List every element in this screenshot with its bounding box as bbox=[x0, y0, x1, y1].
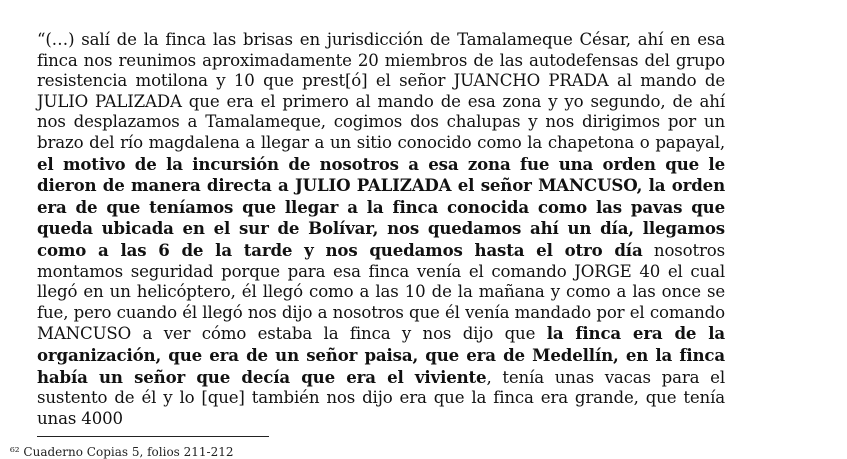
quote-segment-5: , tenía unas vacas para el sustento de él y lo [que] también nos dijo era que la finca era grande, que tenía unas 4000 bbox=[37, 367, 725, 428]
footnote: ⁶² Cuaderno Copias 5, folios 211-212 bbox=[10, 445, 234, 459]
quote-segment-4-bold: la finca era de la organización, que era de un señor paisa, que era de Medellín, en la finca había un señor que decía que era el viviente bbox=[37, 323, 725, 387]
quote-segment-1: “(…) salí de la finca las brisas en jurisdicción de Tamalameque César, ahí en esa finca nos reunimos aproximadamente 20 miembros de las autodefensas del grupo resistencia motilona y 10 que prest[ó] el señor JUANCHO PRADA al mando de JULIO PALIZADA que era el primero al mando de esa zona y yo segundo, de ahí nos desplazamos a Tamalameque, cogimos dos chalupas y nos dirigimos por un brazo del río magdalena a llegar a un sitio conocido como la chapetona o papayal, bbox=[37, 30, 725, 152]
quote-segment-3: nosotros montamos seguridad porque para esa finca venía el comando JORGE 40 el cual llegó en un helicóptero, él llegó como a las 10 de la mañana y como a las once se fue, pero cuando él llegó nos dijo a nosotros que él venía mandado por el comando MANCUSO a ver cómo estaba la finca y nos dijo que bbox=[37, 240, 725, 344]
quoted-testimony bbox=[37, 30, 725, 429]
quote-segment-2-bold: el motivo de la incursión de nosotros a esa zona fue una orden que le dieron de manera directa a JULIO PALIZADA el señor MANCUSO, la orden era de que teníamos que llegar a la finca conocida como las pavas que queda ubicada en el sur de Bolívar, nos quedamos ahí un día, llegamos como a las 6 de la tarde y nos quedamos hasta el otro día bbox=[37, 153, 725, 260]
footnote-divider bbox=[37, 436, 269, 437]
